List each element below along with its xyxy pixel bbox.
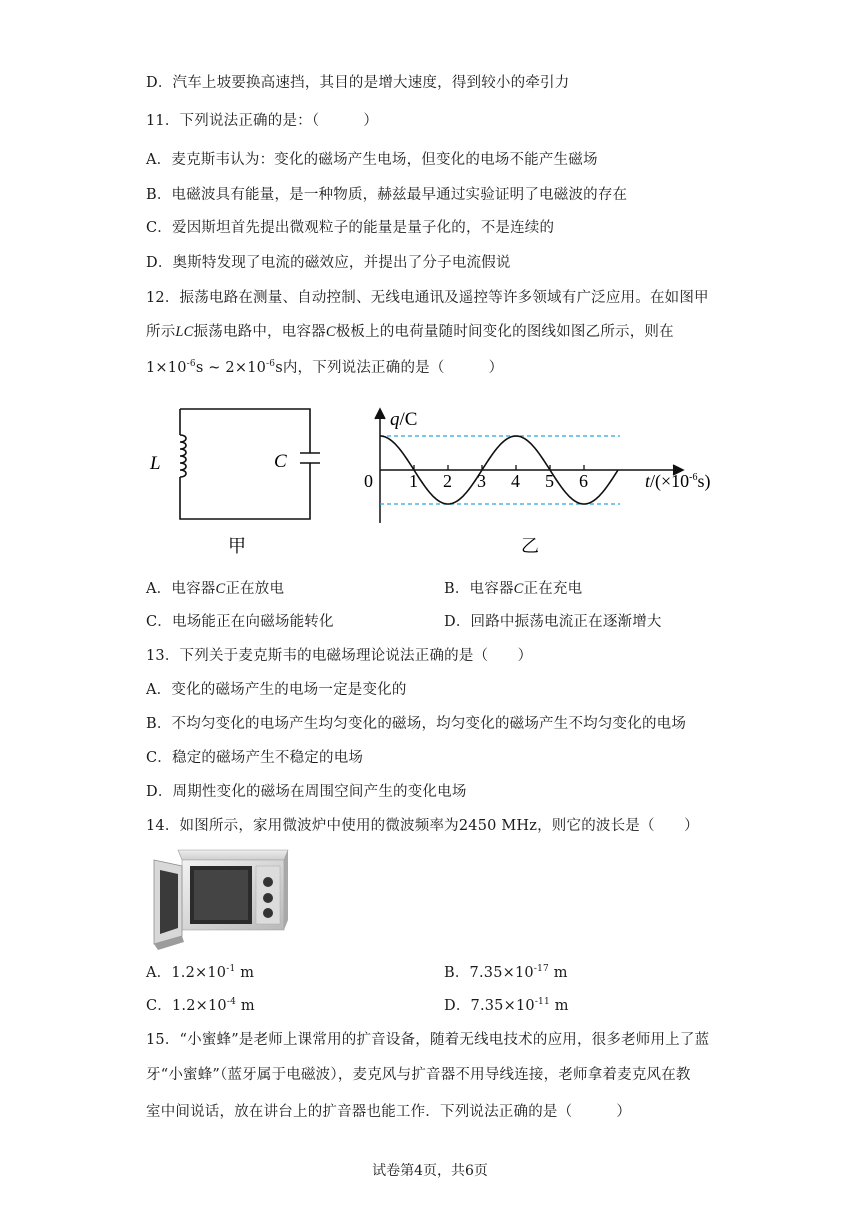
y-axis-label: q/C [390, 409, 418, 430]
origin-label: 0 [364, 471, 373, 491]
q15-stem-line2: 牙“小蜜蜂”（蓝牙属于电磁波），麦克风与扩音器不用导线连接，老师拿着麦克风在教 [146, 1067, 691, 1083]
q12-option-d: D．回路中振荡电流正在逐渐增大 [444, 614, 662, 630]
q12-option-b: B．电容器C正在充电 [444, 581, 583, 597]
q12-stem-line3: $1\times 10^{-6}s$ ~ $2\times 10^{-6}s$内，下列说法正确的是（ ） [146, 359, 504, 376]
page-footer: 试卷第4页，共6页 [372, 1163, 488, 1179]
x-tick-label: 2 [443, 471, 452, 491]
microwave-oven-image [152, 846, 292, 950]
q12-figure [140, 395, 740, 565]
q12-option-a: A．电容器C正在放电 [146, 581, 285, 597]
q15-stem-line1: 15．“小蜜蜂”是老师上课常用的扩音设备，随着无线电技术的应用，很多老师用上了蓝 [146, 1032, 710, 1048]
x-tick-label: 1 [409, 471, 418, 491]
q11-stem: 11．下列说法正确的是：（ ） [146, 113, 379, 129]
inductor-label: L [150, 453, 161, 474]
graph-caption: 乙 [521, 536, 539, 557]
x-tick-label: 6 [579, 471, 588, 491]
capacitor-label: C [274, 451, 287, 472]
q14-stem: 14．如图所示，家用微波炉中使用的微波频率为2450 MHz，则它的波长是（ ） [146, 818, 699, 834]
q13-stem: 13．下列关于麦克斯韦的电磁场理论说法正确的是（ ） [146, 648, 533, 664]
lc-circuit-diagram [180, 409, 320, 519]
q14-option-c: C．$1.2\times 10^{-4}$ m [146, 997, 255, 1014]
q13-option-d: D．周期性变化的磁场在周围空间产生的变化电场 [146, 784, 467, 800]
q13-option-b: B．不均匀变化的电场产生均匀变化的磁场，均匀变化的磁场产生不均匀变化的电场 [146, 716, 687, 732]
graph-axes [375, 409, 683, 523]
q13-option-a: A．变化的磁场产生的电场一定是变化的 [146, 682, 407, 698]
q14-option-a: A．$1.2\times 10^{-1}$ m [146, 964, 255, 981]
q12-stem-line2: 所示LC振荡电路中，电容器C极板上的电荷量随时间变化的图线如图乙所示，则在 [146, 324, 674, 340]
q13-option-c: C．稳定的磁场产生不稳定的电场 [146, 750, 364, 766]
q11-option-d: D．奥斯特发现了电流的磁效应，并提出了分子电流假说 [146, 255, 511, 271]
q15-stem-line3: 室中间说话，放在讲台上的扩音器也能工作．下列说法正确的是（ ） [146, 1104, 632, 1120]
x-tick-label: 5 [545, 471, 554, 491]
q11-option-b: B．电磁波具有能量，是一种物质，赫兹最早通过实验证明了电磁波的存在 [146, 187, 628, 203]
q12-option-c: C．电场能正在向磁场能转化 [146, 614, 334, 630]
x-tick-label: 3 [477, 471, 486, 491]
q10-option-d: D．汽车上坡要换高速挡，其目的是增大速度，得到较小的牵引力 [146, 75, 570, 91]
q12-stem-line1: 12．振荡电路在测量、自动控制、无线电通讯及遥控等许多领域有广泛应用。在如图甲 [146, 290, 709, 306]
q11-option-a: A．麦克斯韦认为：变化的磁场产生电场，但变化的电场不能产生磁场 [146, 152, 598, 168]
q11-option-c: C．爱因斯坦首先提出微观粒子的能量是量子化的，不是连续的 [146, 220, 555, 236]
q14-option-b: B．$7.35\times 10^{-17}$ m [444, 964, 568, 981]
circuit-caption: 甲 [228, 536, 246, 557]
q14-option-d: D．$7.35\times 10^{-11}$ m [444, 997, 569, 1014]
x-axis-label: $t/(\times 10^{-6}s)$ [645, 471, 711, 491]
x-tick-label: 4 [511, 471, 520, 491]
